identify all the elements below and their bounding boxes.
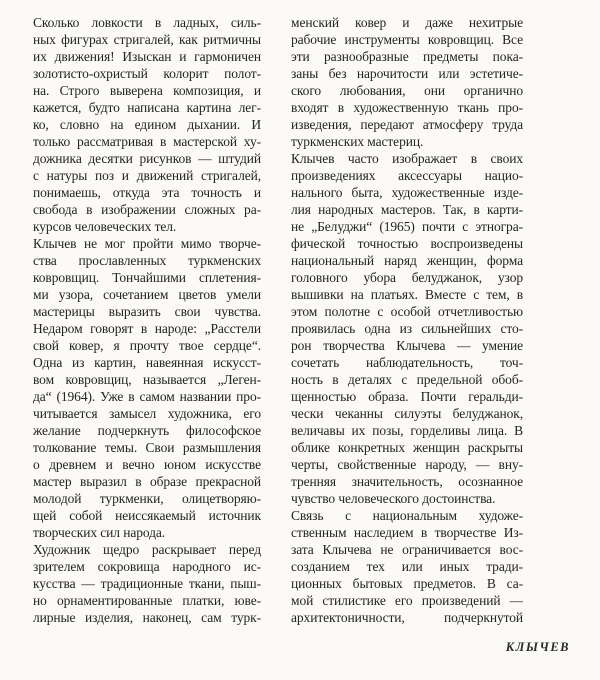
text-line: дожника десятки рисунков — штудий xyxy=(33,151,261,166)
text-line: ми узора, сочетанием цветов умели xyxy=(33,287,261,302)
text-line: но орнаментированные платки, юве- xyxy=(33,593,261,608)
text-line: рон творчества Клычева — умение xyxy=(291,338,523,353)
text-line: сочетать наблюдательность, точ- xyxy=(291,355,523,370)
left-text-column xyxy=(33,14,261,626)
text-line: да“ (1964). Уже в самом названии про- xyxy=(33,389,261,404)
text-line: нального быта, художественные изде- xyxy=(291,185,523,200)
right-text-column xyxy=(291,14,523,626)
paragraph xyxy=(33,235,261,541)
text-line: читывается замысел художника, его xyxy=(33,406,261,421)
text-line: мастер выразил в образе прекрасной xyxy=(33,474,261,489)
text-line: молодой туркменки, олицетворяю- xyxy=(33,491,261,506)
text-line: тренняя значительность, осознанное xyxy=(291,474,523,489)
text-line: туркменских мастериц. xyxy=(291,134,424,149)
text-line: вом ковровщиц, называется „Леген- xyxy=(33,372,261,387)
paragraph xyxy=(33,14,261,235)
paragraph xyxy=(291,14,523,150)
text-line: архитектоничности, подчеркнутой xyxy=(291,610,523,625)
text-line: щенностью образа. Почти геральди- xyxy=(291,389,523,404)
text-line: этом полотне с особой отчетливостью xyxy=(291,304,523,319)
text-line: чески чеканны силуэты белуджанок, xyxy=(291,406,523,421)
text-line: Одна из картин, навеянная искусст- xyxy=(33,355,261,370)
text-line: заны без нарочитости или эстетиче- xyxy=(291,66,523,81)
text-line: на. Строго выверена композиция, и xyxy=(33,83,261,98)
text-line: произведениях аксессуары нацио- xyxy=(291,168,523,183)
text-line: с натуры поз и движений стригалей, xyxy=(33,168,261,183)
text-line: не „Белуджи“ (1965) почти с этногра- xyxy=(291,219,523,234)
text-line: курсов человеческих тел. xyxy=(33,219,177,234)
text-line: мой стилистике его произведений — xyxy=(291,593,523,608)
text-line: национальный наряд женщин, форма xyxy=(291,253,523,268)
text-line: ства прославленных туркменских xyxy=(33,253,261,268)
text-line: ционных бытовых предметов. В са- xyxy=(291,576,523,591)
text-line: ность в деталях с предельной обоб- xyxy=(291,372,523,387)
text-line: Сколько ловкости в ладных, силь- xyxy=(33,15,261,30)
text-line: фической точностью воспроизведены xyxy=(291,236,523,251)
text-line: золотисто-охристый колорит полот- xyxy=(33,66,261,81)
text-line: вышивки на платьях. Вместе с тем, в xyxy=(291,287,523,302)
text-line: черты, свойственные народу, — вну- xyxy=(291,457,523,472)
text-line: толкование темы. Свои размышления xyxy=(33,440,261,455)
text-line: изведения, передают атмосферу труда xyxy=(291,117,523,132)
text-line: Связь с национальным художе- xyxy=(291,508,523,523)
text-line: кусства — традиционные ткани, пыш- xyxy=(33,576,261,591)
text-line: лия народных мастеров. Так, в карти- xyxy=(291,202,523,217)
text-line: Клычев не мог пройти мимо творче- xyxy=(33,236,261,251)
text-line: о древнем и вечно юном искусстве xyxy=(33,457,261,472)
text-line: Недаром говорят в народе: „Расстели xyxy=(33,321,261,336)
text-line: творческих сил народа. xyxy=(33,525,166,540)
text-line: понимаешь, откуда эта точность и xyxy=(33,185,261,200)
text-line: ных фигурах стригалей, как ритмичны xyxy=(33,32,261,47)
text-line: их движения! Изыскан и гармоничен xyxy=(33,49,261,64)
text-line: свой ковер, я прочту твое сердце“. xyxy=(33,338,261,353)
paragraph xyxy=(33,541,261,626)
text-line: щей собой неиссякаемый источник xyxy=(33,508,261,523)
text-line: созданием тех или иных тради- xyxy=(291,559,523,574)
text-line: ского любования, они органично xyxy=(291,83,523,98)
text-line: кажется, будто написана картина лег- xyxy=(33,100,261,115)
text-line: эти разнообразные предметы пока- xyxy=(291,49,523,64)
text-line: только рассматривая в мастерской ху- xyxy=(33,134,261,149)
text-line: проявилась одна из сильнейших сто- xyxy=(291,321,523,336)
text-line: ковровщиц. Тончайшими сплетения- xyxy=(33,270,261,285)
text-line: мастерицы выразить свои чувства. xyxy=(33,304,261,319)
text-line: желание подчеркнуть философское xyxy=(33,423,261,438)
text-line: Клычев часто изображает в своих xyxy=(291,151,523,166)
text-line: головного убора белуджанок, узор xyxy=(291,270,523,285)
paragraph xyxy=(291,507,523,626)
text-line: облике конкретных женщин раскрыты xyxy=(291,440,523,455)
text-line: Художник щедро раскрывает перед xyxy=(33,542,261,557)
text-line: чувство человеческого достоинства. xyxy=(291,491,496,506)
running-footer: КЛЫЧЕВ xyxy=(505,640,570,654)
text-line: лирные изделия, наконец, сам турк- xyxy=(33,610,261,625)
text-line: свобода в изображении сложных ра- xyxy=(33,202,261,217)
paragraph xyxy=(291,150,523,507)
text-line: ственным наследием в творчестве Из- xyxy=(291,525,523,540)
text-line: входят в художественную ткань про- xyxy=(291,100,523,115)
text-line: величавы их позы, горделивы лица. В xyxy=(291,423,523,438)
text-line: зрителем сокровища народного ис- xyxy=(33,559,261,574)
text-line: менский ковер и даже нехитрые xyxy=(291,15,523,30)
text-line: зата Клычева не ограничивается вос- xyxy=(291,542,523,557)
text-line: рабочие инструменты ковровщиц. Все xyxy=(291,32,523,47)
text-line: ко, словно на едином дыхании. И xyxy=(33,117,261,132)
